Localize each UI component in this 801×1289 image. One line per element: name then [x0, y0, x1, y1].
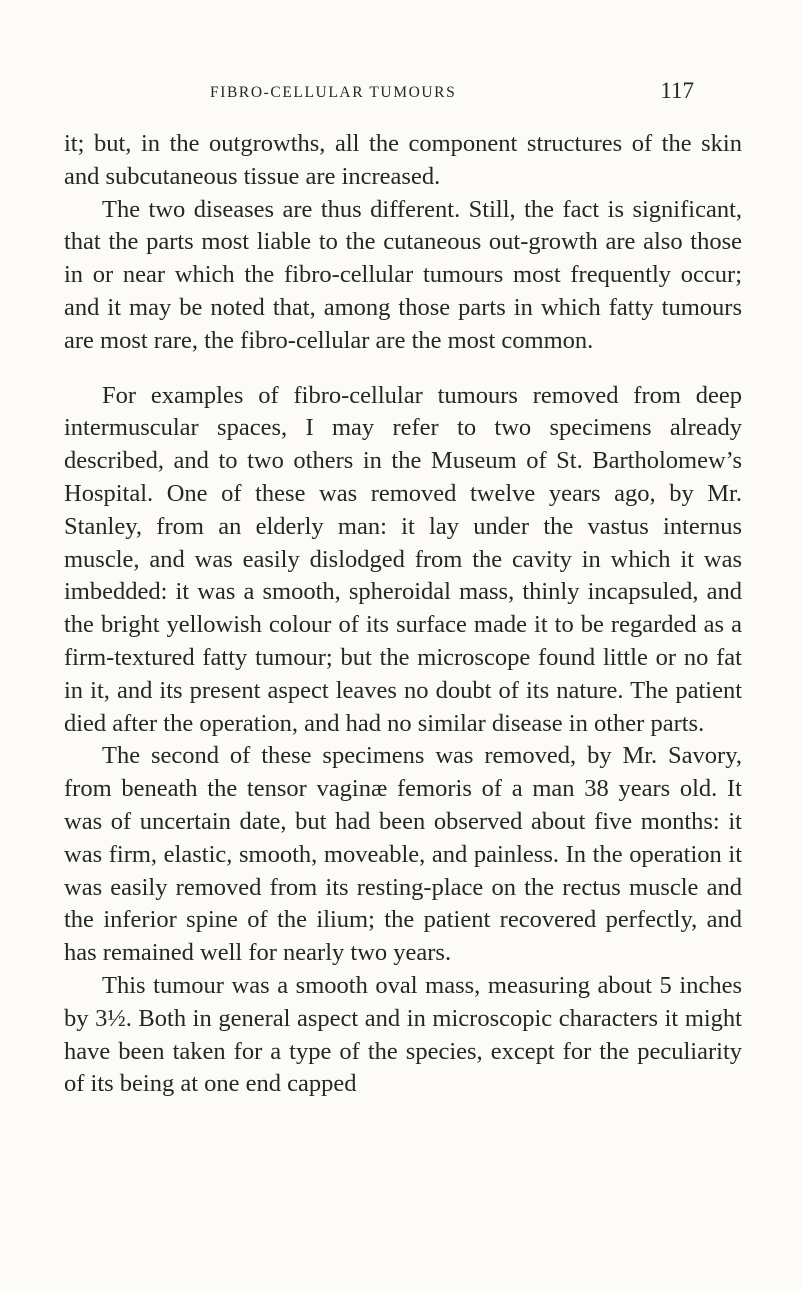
- paragraph-2: The two diseases are thus different. Still, the fact is significant, that the parts most liable to the cutaneous out-growth are also those in or near which the fibro-cellular tumours most frequently occur; and it may be noted that, among those parts in which fatty tumours are most rare, the fibro-cellular are the most common.: [64, 195, 742, 354]
- paragraph-1: it; but, in the outgrowths, all the component structures of the skin and subcutaneous tissue are increased.: [64, 130, 742, 190]
- running-head: FIBRO-CELLULAR TUMOURS: [210, 84, 457, 101]
- paragraph-4: The second of these specimens was removed, by Mr. Savory, from beneath the tensor vaginæ femoris of a man 38 years old. It was of uncertain date, but had been observed about five months: it was firm, elastic, smooth, moveable, and painless. In the operation it was easily removed from its resting-place on the rectus muscle and the inferior spine of the ilium; the patient recovered perfectly, and has remained well for nearly two years.: [64, 742, 742, 967]
- paragraph-5: This tumour was a smooth oval mass, measuring about 5 inches by 3½. Both in general aspect and in microscopic characters it might have been taken for a type of the species, except for the peculiarity of its being at one end capped: [64, 971, 742, 1098]
- page-number: 117: [660, 78, 694, 103]
- page-body: [64, 128, 742, 1101]
- page-header: [210, 78, 694, 110]
- paragraph-3: For examples of fibro-cellular tumours removed from deep intermuscular spaces, I may refer to two specimens already described, and to two others in the Museum of St. Bartholomew’s Hospital. One of these was removed twelve years ago, by Mr. Stanley, from an elderly man: it lay under the vastus internus muscle, and was easily dislodged from the cavity in which it was imbedded: it was a smooth, spheroidal mass, thinly incapsuled, and the bright yellowish colour of its surface made it to be regarded as a firm-textured fatty tumour; but the microscope found little or no fat in it, and its present aspect leaves no doubt of its nature. The patient died after the operation, and had no similar disease in other parts.: [64, 381, 742, 737]
